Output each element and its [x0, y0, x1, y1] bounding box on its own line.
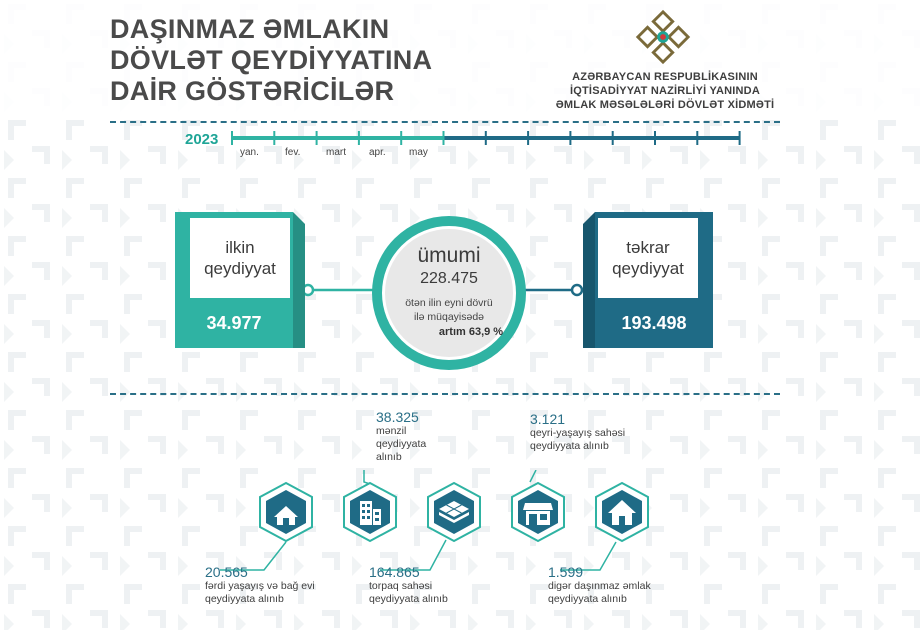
- stat-house: [205, 564, 315, 606]
- stat-apartment-line-3: alınıb: [376, 451, 402, 463]
- stat-apartment-line-2: qeydiyyata: [376, 438, 427, 450]
- agency-emblem-logo: [634, 8, 692, 66]
- title-line-3: DAİR GÖSTƏRİCİLƏR: [110, 76, 395, 106]
- stat-other-value: 1.599: [548, 564, 584, 580]
- stat-land-value: 164.865: [369, 564, 420, 580]
- initial-label-1: ilkin: [225, 238, 255, 257]
- repeat-registration-card: [583, 212, 713, 348]
- page-title: [110, 14, 470, 107]
- divider-middle: [110, 393, 780, 395]
- total-label: ümumi: [417, 244, 481, 267]
- divider-top: [110, 121, 780, 123]
- shop-icon: [507, 481, 569, 543]
- organization-name: [540, 70, 790, 112]
- timeline-year: 2023: [185, 131, 219, 148]
- total-note-1: ötən ilin eyni dövrü: [405, 297, 493, 309]
- stat-other-line-1: digər daşınmaz əmlak: [548, 580, 651, 592]
- stat-apartment-value: 38.325: [376, 409, 419, 425]
- stat-nonresidential-line-2: qeydiyyata alınıb: [530, 440, 609, 452]
- stat-land: [369, 564, 448, 606]
- month-label: yan.: [240, 147, 259, 158]
- stat-land-line-1: torpaq sahəsi: [369, 580, 433, 592]
- stat-house-line-1: fərdi yaşayış və bağ evi: [205, 580, 315, 592]
- initial-label-2: qeydiyyat: [204, 259, 276, 278]
- initial-registration-card: [175, 212, 305, 348]
- stat-nonresidential: [530, 411, 625, 453]
- home-icon: [591, 481, 653, 543]
- land-plot-icon: [423, 481, 485, 543]
- org-line-3: ƏMLAK MƏSƏLƏLƏRİ DÖVLƏT XİDMƏTİ: [555, 99, 775, 111]
- month-label: apr.: [369, 147, 386, 158]
- org-line-2: İQTİSADİYYAT NAZİRLİYİ YANINDA: [570, 85, 760, 97]
- total-growth: artım 63,9 %: [438, 326, 504, 338]
- repeat-label-1: təkrar: [626, 238, 670, 257]
- title-line-1: DAŞINMAZ ƏMLAKIN: [110, 14, 390, 44]
- stat-other: [548, 564, 651, 606]
- stat-house-value: 20.565: [205, 564, 248, 580]
- stat-apartment-line-1: mənzil: [376, 425, 407, 437]
- house-garden-icon: [255, 481, 317, 543]
- timeline-months: [230, 147, 445, 161]
- apartment-building-icon: [339, 481, 401, 543]
- month-label: fev.: [285, 147, 301, 158]
- stat-house-line-2: qeydiyyata alınıb: [205, 593, 284, 605]
- timeline-bar: [230, 130, 742, 146]
- stat-other-line-2: qeydiyyata alınıb: [548, 593, 627, 605]
- repeat-value: 193.498: [621, 313, 687, 333]
- org-line-1: AZƏRBAYCAN RESPUBLİKASININ: [572, 71, 758, 83]
- stat-land-line-2: qeydiyyata alınıb: [369, 593, 448, 605]
- stat-nonresidential-value: 3.121: [530, 411, 566, 427]
- total-value: 228.475: [420, 270, 478, 287]
- total-note-2: ilə müqayisədə: [413, 311, 485, 323]
- title-line-2: DÖVLƏT QEYDİYYATINA: [110, 45, 433, 75]
- stat-apartment: [376, 409, 426, 464]
- month-label: may: [409, 147, 428, 158]
- initial-value: 34.977: [206, 313, 262, 333]
- stat-nonresidential-line-1: qeyri-yaşayış sahəsi: [530, 427, 626, 439]
- repeat-label-2: qeydiyyat: [612, 259, 684, 278]
- month-label: mart: [326, 147, 346, 158]
